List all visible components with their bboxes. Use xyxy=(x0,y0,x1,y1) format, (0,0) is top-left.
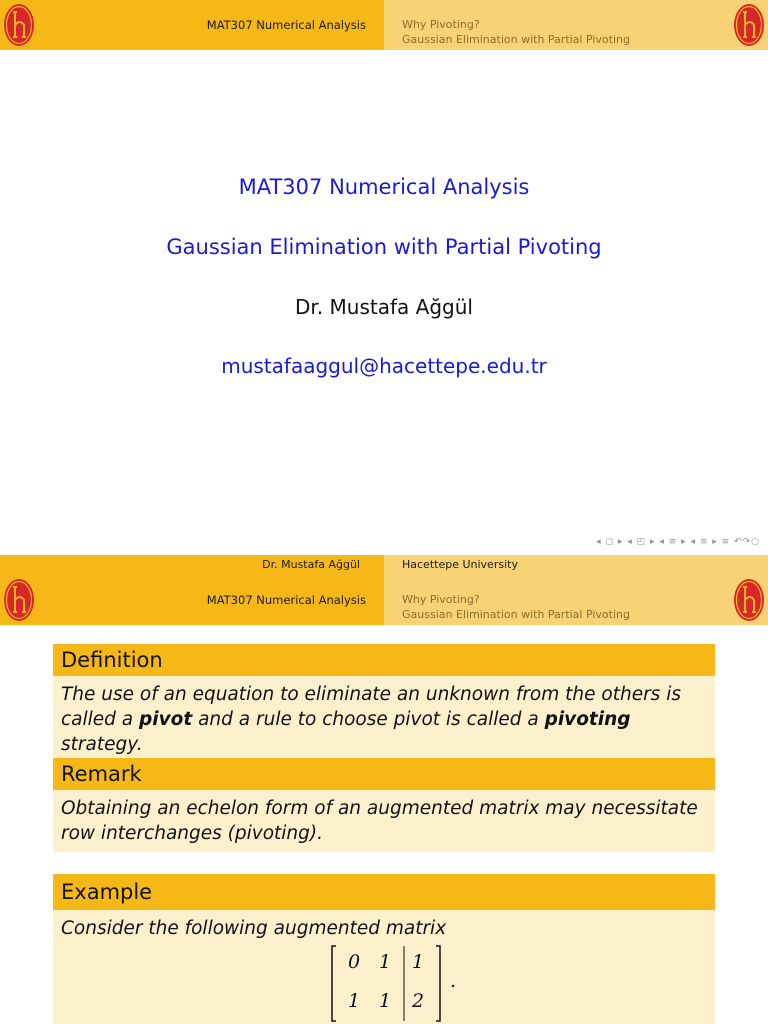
content-slide xyxy=(0,555,768,1024)
definition-body xyxy=(53,676,715,763)
hacettepe-logo-icon xyxy=(3,3,35,47)
previous-slide-footer xyxy=(0,555,768,575)
hacettepe-logo-icon xyxy=(733,3,765,47)
definition-block xyxy=(53,644,715,763)
augmented-matrix-figure xyxy=(323,941,463,1024)
remark-block xyxy=(53,758,715,852)
matrix-cell: 2 xyxy=(411,990,425,1012)
matrix-cell: 1 xyxy=(347,990,361,1012)
matrix-period: . xyxy=(450,970,457,992)
definition-text-part: The use of an equation to eliminate an unknown from the others is called a xyxy=(61,684,681,730)
matrix-cell: 1 xyxy=(378,990,392,1012)
footer-institution: Hacettepe University xyxy=(402,558,518,571)
lecture-title: Gaussian Elimination with Partial Pivoting xyxy=(166,235,602,259)
header-section-title: Why Pivoting? xyxy=(402,18,480,31)
header-course: MAT307 Numerical Analysis xyxy=(206,18,366,32)
remark-body: Obtaining an echelon form of an augmented matrix may necessitate row interchanges (pivoting). xyxy=(53,790,715,852)
example-title: Example xyxy=(53,874,715,910)
author-name: Dr. Mustafa Ağgül xyxy=(295,295,473,319)
example-text: Consider the following augmented matrix xyxy=(61,918,447,939)
hacettepe-logo-icon xyxy=(3,578,35,622)
header-section xyxy=(402,17,630,47)
header-subsection-title: Gaussian Elimination with Partial Pivoting xyxy=(402,33,630,46)
definition-term-pivoting: pivoting xyxy=(544,709,631,730)
definition-title: Definition xyxy=(53,644,715,676)
course-title: MAT307 Numerical Analysis xyxy=(238,175,530,199)
matrix-cell: 1 xyxy=(411,951,425,973)
slide-header xyxy=(0,0,768,50)
beamer-navigation-controls[interactable]: ◂ ◻ ▸ ◂ ◰ ▸ ◂ ≡ ▸ ◂ ≡ ▸ ≡ ↶↷○ xyxy=(596,537,760,547)
example-body xyxy=(53,910,715,1024)
slide-header xyxy=(0,575,768,625)
matrix-cell: 0 xyxy=(347,951,361,973)
matrix-cell: 1 xyxy=(378,951,392,973)
augmented-matrix xyxy=(61,941,707,1024)
definition-term-pivot: pivot xyxy=(139,709,193,730)
header-course: MAT307 Numerical Analysis xyxy=(206,593,366,607)
footer-author: Dr. Mustafa Ağgül xyxy=(262,558,360,571)
remark-title: Remark xyxy=(53,758,715,790)
definition-text-part: and a rule to choose pivot is called a xyxy=(192,709,545,730)
header-section-title: Why Pivoting? xyxy=(402,593,480,606)
hacettepe-logo-icon xyxy=(733,578,765,622)
definition-text-part: strategy. xyxy=(61,734,143,755)
example-block xyxy=(53,874,715,1024)
header-subsection-title: Gaussian Elimination with Partial Pivoting xyxy=(402,608,630,621)
header-section xyxy=(402,592,630,622)
author-email-link[interactable]: mustafaaggul@hacettepe.edu.tr xyxy=(221,354,547,378)
